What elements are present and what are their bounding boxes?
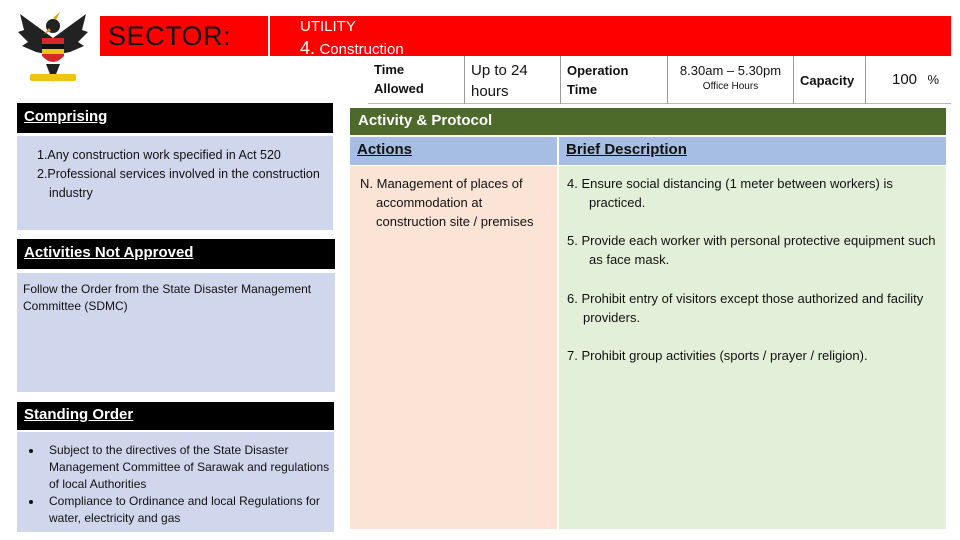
list-item: • Subject to the directives of the State Disaster Management Committee of Sarawak and regulations of local Authorities [43, 442, 330, 493]
info-row [368, 56, 951, 104]
time-allowed-value: Up to 24 hours [464, 56, 560, 104]
office-hours-note: Office Hours [702, 81, 759, 92]
action-item: N. Management of places of accommodation at construction site / premises [360, 176, 534, 229]
banner-divider [268, 16, 270, 56]
sector-category: UTILITY [300, 18, 356, 35]
comprising-panel [17, 136, 333, 230]
sector-name-text: Construction [319, 41, 404, 58]
list-item: 1.Any construction work specified in Act 520 [37, 148, 281, 162]
description-cell [559, 166, 946, 529]
capacity-number: 100 [892, 71, 918, 88]
capacity-unit: % [927, 72, 940, 87]
description-column-header: Brief Description [559, 137, 946, 165]
sector-label: SECTOR: [108, 21, 232, 51]
list-item: • Compliance to Ordinance and local Regulations for water, electricity and gas [43, 493, 330, 527]
capacity-label: Capacity [793, 56, 865, 104]
comprising-list [33, 146, 321, 203]
description-item: 7. Prohibit group activities (sports / prayer / religion). [567, 348, 868, 363]
not-approved-text: Follow the Order from the State Disaster Management Committee (SDMC) [17, 273, 335, 392]
operation-time-value: 8.30am – 5.30pm Office Hours [667, 56, 793, 104]
operation-time-label: Operation Time [560, 56, 667, 104]
actions-cell [350, 166, 557, 529]
sarawak-coat-of-arms-icon [16, 8, 90, 88]
sector-number: 4. [300, 38, 316, 58]
capacity-value [865, 56, 951, 104]
standing-order-panel [17, 432, 334, 532]
comprising-header: Comprising [17, 103, 333, 133]
actions-column-header: Actions [350, 137, 557, 165]
description-item: 4. Ensure social distancing (1 meter between workers) is practiced. [567, 176, 893, 210]
standing-order-header: Standing Order [17, 402, 334, 430]
not-approved-header: Activities Not Approved [17, 239, 335, 269]
description-item: 5. Provide each worker with personal protective equipment such as face mask. [567, 233, 936, 267]
description-item: 6. Prohibit entry of visitors except those authorized and facility providers. [567, 291, 924, 325]
standing-order-list [23, 442, 330, 527]
list-item: 2.Professional services involved in the construction industry [37, 167, 320, 200]
activity-protocol-header: Activity & Protocol [350, 108, 946, 135]
time-allowed-label: Time Allowed [374, 62, 424, 96]
